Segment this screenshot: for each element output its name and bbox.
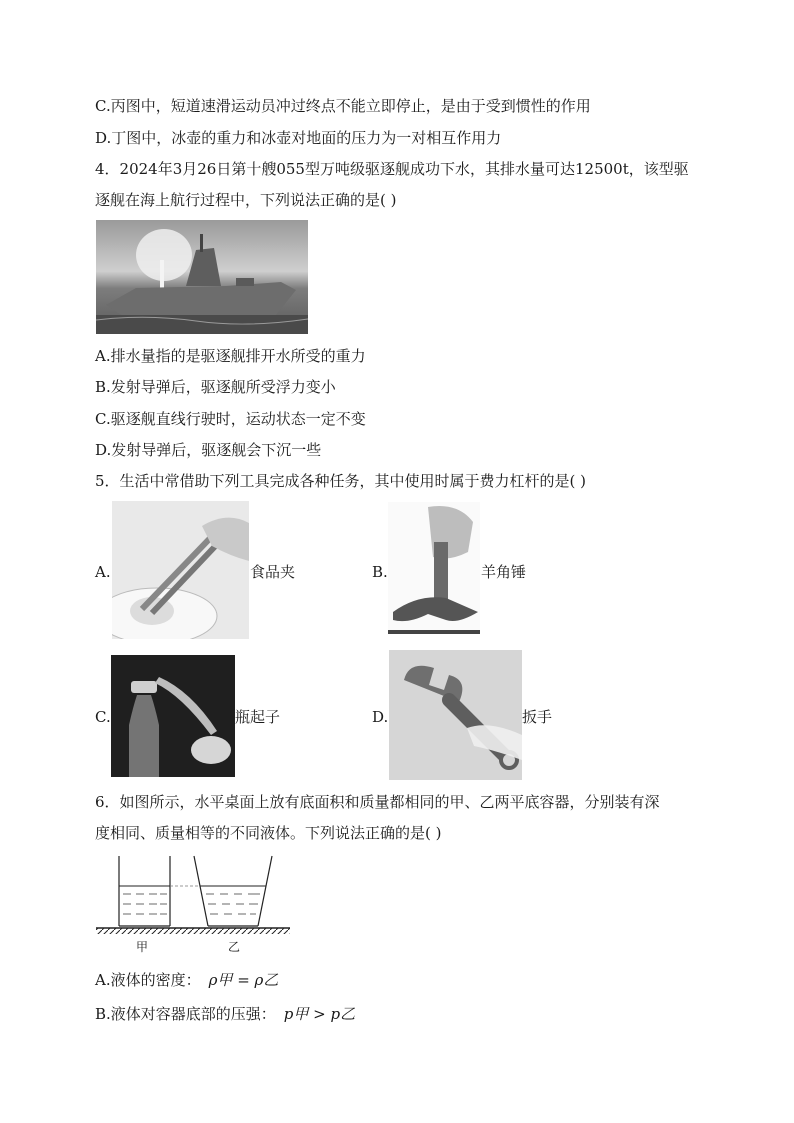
q6-option-a: [95, 970, 278, 990]
q5-option-d-letter: D.: [372, 708, 389, 726]
q5-option-b-name: 羊角锤: [481, 563, 527, 581]
q6-stem-line2: 度相同、质量相等的不同液体。下列说法正确的是( ): [95, 824, 442, 842]
q6-option-b-formula: p甲 > p乙: [283, 1005, 356, 1023]
q6-option-a-formula: ρ甲 = ρ乙: [208, 971, 279, 989]
destroyer-photo: [96, 220, 308, 334]
wrench-photo: [389, 650, 522, 780]
q5-stem: 5．生活中常借助下列工具完成各种任务，其中使用时属于费力杠杆的是( ): [95, 472, 587, 490]
q3-option-d: D.丁图中，冰壶的重力和冰壶对地面的压力为一对相互作用力: [95, 129, 502, 147]
q4-option-c: C.驱逐舰直线行驶时，运动状态一定不变: [95, 410, 366, 428]
q5-option-c-letter: C.: [95, 708, 111, 726]
q4-option-d: D.发射导弹后，驱逐舰会下沉一些: [95, 441, 322, 459]
q4-stem-line2: 逐舰在海上航行过程中，下列说法正确的是( ): [95, 191, 397, 209]
claw-hammer-photo: [388, 502, 480, 634]
q5-option-a-name: 食品夹: [250, 563, 296, 581]
q5-option-d-name: 扳手: [522, 708, 553, 726]
q3-option-c: C.丙图中，短道速滑运动员冲过终点不能立即停止，是由于受到惯性的作用: [95, 97, 591, 115]
label-yi: 乙: [228, 940, 241, 954]
q5-option-a-letter: A.: [95, 563, 111, 581]
q5-option-b-letter: B.: [372, 563, 388, 581]
q5-option-c-name: 瓶起子: [235, 708, 281, 726]
containers-diagram: [96, 852, 290, 958]
q6-option-b-text: B.液体对容器底部的压强：: [95, 1005, 276, 1023]
q4-option-a: A.排水量指的是驱逐舰排开水所受的重力: [95, 347, 366, 365]
q6-option-b: [95, 1004, 355, 1024]
food-tongs-photo: [112, 501, 249, 639]
bottle-opener-photo: [111, 655, 235, 777]
label-jia: 甲: [136, 940, 149, 954]
q4-stem-line1: 4．2024年3月26日第十艘055型万吨级驱逐舰成功下水，其排水量可达12500t，该型驱: [95, 160, 689, 178]
q6-option-a-text: A.液体的密度：: [95, 971, 201, 989]
q4-option-b: B.发射导弹后，驱逐舰所受浮力变小: [95, 378, 336, 396]
q6-stem-line1: 6．如图所示，水平桌面上放有底面积和质量都相同的甲、乙两平底容器，分别装有深: [95, 793, 660, 811]
